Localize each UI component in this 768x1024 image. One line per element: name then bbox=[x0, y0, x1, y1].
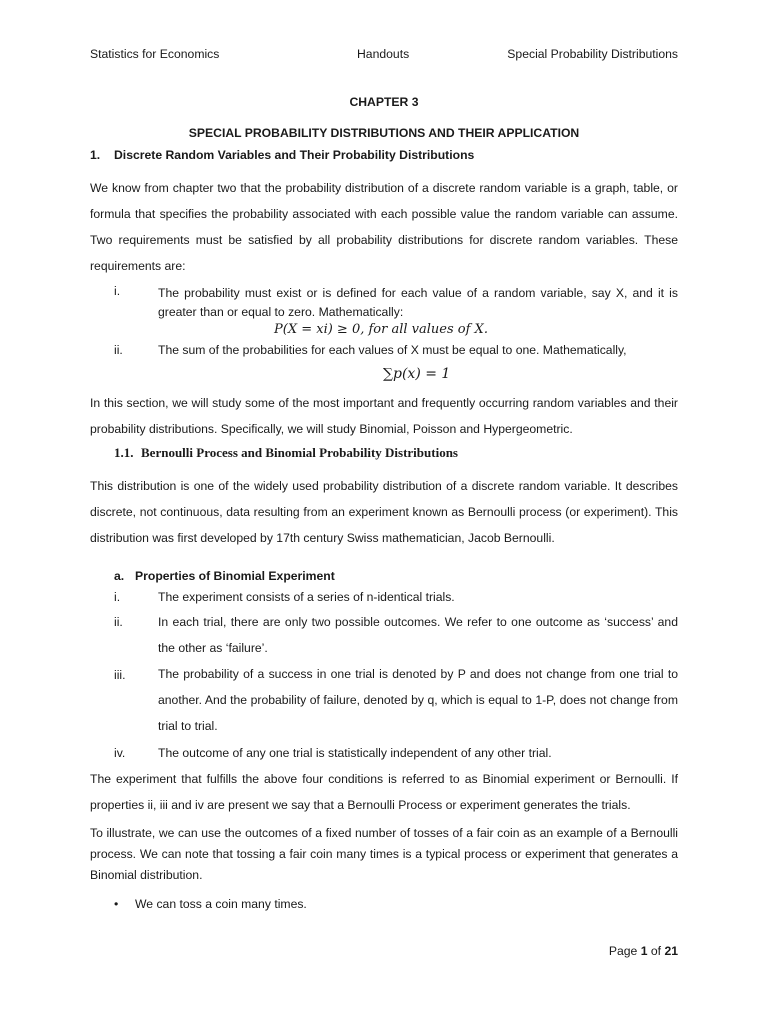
property-2-number: ii. bbox=[114, 615, 123, 629]
properties-heading: Properties of Binomial Experiment bbox=[135, 569, 335, 583]
illustration-paragraph: To illustrate, we can use the outcomes of a fixed number of tosses of a fair coin as an example of a Bernoulli process. We can note that tossing a fair coin many times is a typical process or experiment that generates a Binomial distribution. bbox=[90, 826, 678, 882]
footer-total-pages: 21 bbox=[664, 944, 678, 958]
footer-of-word: of bbox=[650, 944, 662, 958]
chapter-label: CHAPTER 3 bbox=[349, 95, 419, 109]
property-3-number: iii. bbox=[114, 668, 126, 682]
binomial-definition-paragraph: The experiment that fulfills the above four conditions is referred to as Binomial experiment or Bernoulli. If properties ii, iii and iv are present we say that a Bernoulli Process or experiment generates the trials. bbox=[90, 772, 678, 812]
property-4-text: The outcome of any one trial is statistically independent of any other trial. bbox=[158, 746, 552, 760]
footer-page-number: 1 bbox=[640, 944, 648, 958]
section-1-heading: Discrete Random Variables and Their Probability Distributions bbox=[114, 148, 475, 162]
page-footer bbox=[609, 944, 678, 958]
requirement-2-formula: ∑p(x) = 1 bbox=[383, 366, 451, 382]
section-1-1-paragraph: This distribution is one of the widely used probability distribution of a discrete random variable. It describes discrete, not continuous, data resulting from an experiment known as Bernoulli process (or experiment). This distribution was first developed by 17th century Swiss mathematician, Jacob Bernoulli. bbox=[90, 479, 678, 545]
bullet-icon: • bbox=[114, 897, 119, 911]
property-4-number: iv. bbox=[114, 746, 126, 760]
header-left: Statistics for Economics bbox=[90, 47, 220, 61]
requirement-1-number: i. bbox=[114, 284, 121, 298]
property-3-text: The probability of a success in one trial is denoted by P and does not change from one trial to another. And the probability of failure, denoted by q, which is equal to 1-P, does not change from trial to trial. bbox=[158, 667, 678, 733]
chapter-title: SPECIAL PROBABILITY DISTRIBUTIONS AND THEIR APPLICATION bbox=[188, 126, 580, 140]
requirement-1-text: The probability must exist or is defined for each value of a random variable, say X, and it is greater than or equal to zero. Mathematically: bbox=[158, 286, 678, 319]
requirement-2-number: ii. bbox=[114, 343, 123, 357]
section-1-1-heading: Bernoulli Process and Binomial Probability Distributions bbox=[141, 445, 458, 460]
section-1-intro: We know from chapter two that the probability distribution of a discrete random variable is a graph, table, or formula that specifies the probability associated with each possible value the random variable can assume. Two requirements must be satisfied by all probability distributions for discrete random variables. These requirements are: bbox=[90, 181, 678, 273]
section-1-study-paragraph: In this section, we will study some of the most important and frequently occurring random variables and their probability distributions. Specifically, we will study Binomial, Poisson and Hypergeometric. bbox=[90, 396, 678, 436]
property-1-text: The experiment consists of a series of n-identical trials. bbox=[158, 590, 455, 604]
bullet-text: We can toss a coin many times. bbox=[135, 897, 307, 911]
section-1-number: 1. bbox=[90, 148, 101, 162]
header-center: Handouts bbox=[357, 47, 410, 61]
footer-page-word: Page bbox=[608, 944, 638, 958]
requirement-2-text: The sum of the probabilities for each values of X must be equal to one. Mathematically, bbox=[158, 343, 627, 357]
properties-label: a. bbox=[114, 569, 125, 583]
requirement-1-formula: P(X = xi) ≥ 0, for all values of X. bbox=[274, 322, 488, 337]
header-right: Special Probability Distributions bbox=[507, 47, 678, 61]
property-1-number: i. bbox=[114, 590, 121, 604]
property-2-text: In each trial, there are only two possible outcomes. We refer to one outcome as ‘success’ and the other as ‘failure’. bbox=[158, 615, 678, 655]
section-1-1-number: 1.1. bbox=[114, 445, 134, 460]
